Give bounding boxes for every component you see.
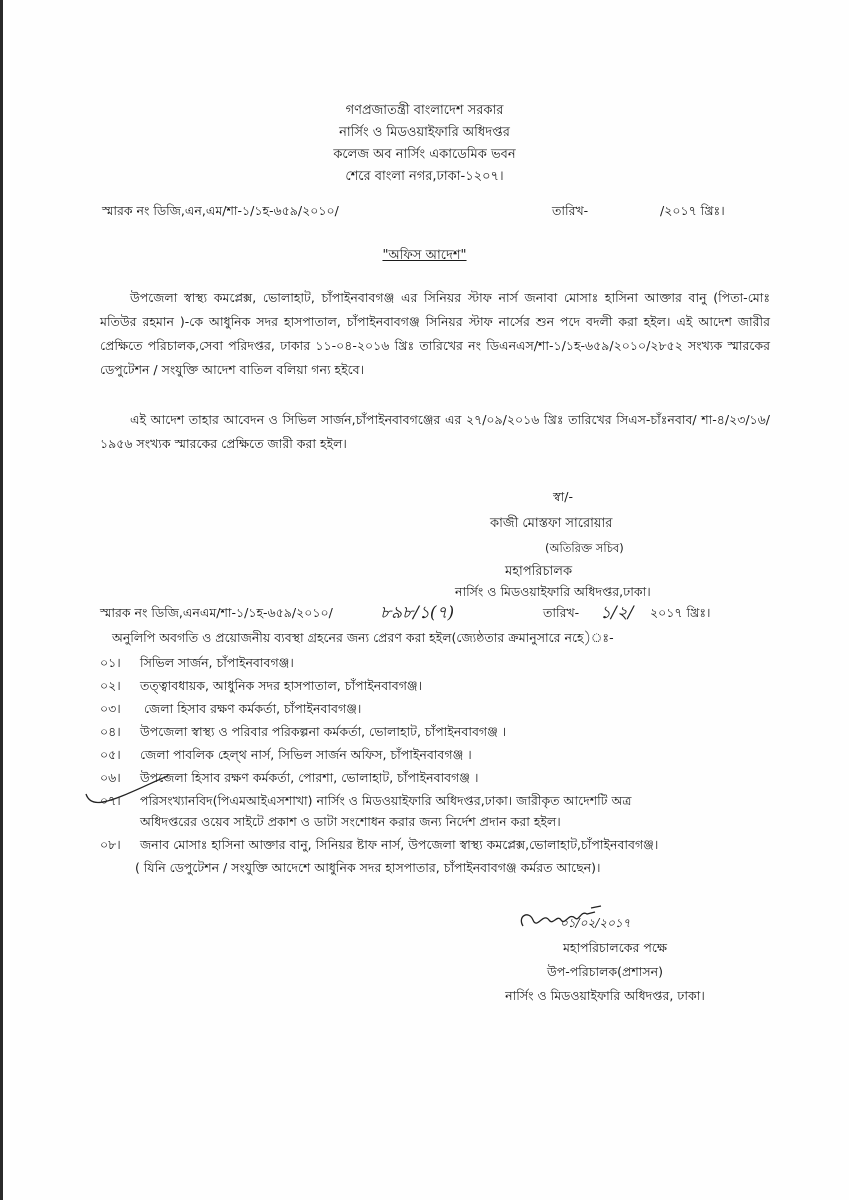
cc-item [100,724,506,744]
cc-intro: অনুলিপি অবগতি ও প্রয়োজনীয় ব্যবস্থা গ্রহনের জন্য প্রেরণ করা হইল(জ্যেষ্ঠতার ক্রমানুসারে নহে)ঃ- [112,630,614,645]
header-directorate: নার্সিং ও মিডওয়াইফারি অধিদপ্তর [339,125,510,140]
header-building: কলেজ অব নার্সিং একাডেমিক ভবন [333,147,516,162]
cc-item-continuation: অধিদপ্তরের ওয়েব সাইটে প্রকাশ ও ডাটা সংশোধন করার জন্য নির্দেশ প্রদান করা হইল। [140,814,561,829]
signature-sd: স্বা/- [553,489,573,504]
cc-item-text: তত্ত্বাবধায়ক, আধুনিক সদর হাসপাতাল, চাঁপাইনবাবগঞ্জ। [140,678,423,693]
signatory-designation: মহাপরিচালক [505,564,573,579]
header-address: শেরে বাংলা নগর,ঢাকা-১২০৭। [345,169,504,184]
memo2-handwritten-date: ১/২/ [600,603,634,623]
memo-date-value: /২০১৭ খ্রিঃ। [660,203,725,218]
cc-item-number: ০৩। [100,701,121,716]
cc-item-text: জেলা হিসাব রক্ষণ কর্মকর্তা, চাঁপাইনবাবগঞ্জ। [140,701,362,716]
cc-item-text: সিভিল সার্জন, চাঁপাইনবাবগঞ্জ। [140,655,294,670]
cc-item-text: উপজেলা স্বাস্থ্য ও পরিবার পরিকল্পনা কর্মকর্তা, ভোলাহাট, চাঁপাইনবাবগঞ্জ । [140,724,507,739]
signature-date-handwritten: ০১/০২/২০১৭ [560,916,631,930]
deputy-director-office: নার্সিং ও মিডওয়াইফারি অধিদপ্তর, ঢাকা। [505,988,705,1003]
cc-item [100,655,294,675]
signatory-office: নার্সিং ও মিডওয়াইফারি অধিদপ্তর,ঢাকা। [455,584,651,599]
cc-item-number: ০৭। [100,793,121,808]
cc-item-text: জেলা পাবলিক হেল্‌থ নার্স, সিভিল সার্জন অফিস, চাঁপাইনবাবগঞ্জ । [140,747,472,762]
signatory-rank: (অতিরিক্ত সচিব) [545,541,624,555]
memo2-reference: স্মারক নং ডিজি,এনএম/শা-১/১হ-৬৫৯/২০১০/ [100,605,333,620]
cc-item-continuation: ( যিনি ডেপুটেশন / সংযুক্তি আদেশে আধুনিক সদর হাসপাতার, চাঁপাইনবাবগঞ্জ কর্মরত আছেন)। [135,860,601,875]
cc-item-number: ০১। [100,655,121,670]
memo2-handwritten-number: ৮৯৮/১(৭) [380,603,455,623]
cc-item-number: ০৫। [100,747,121,762]
cc-item [100,701,361,721]
memo-date-label: তারিখ- [552,203,589,218]
cc-item [100,837,658,857]
cc-item-text: জনাব মোসাঃ হাসিনা আক্তার বানু, সিনিয়র ষ্টাফ নার্স, উপজেলা স্বাস্থ্য কমপ্লেক্স,ভোলাহাট,চাঁপাইনবাবগঞ্জ। [140,837,659,852]
on-behalf-text: মহাপরিচালকের পক্ষে [562,940,667,955]
memo2-date-suffix: ২০১৭ খ্রিঃ। [650,605,711,620]
cc-item-number: ০৪। [100,724,121,739]
memo-reference: স্মারক নং ডিজি,এন,এম/শা-১/১হ-৬৫৯/২০১০/ [102,203,339,218]
cc-item-text: পরিসংখ্যানবিদ(পিএমআইএসশাখা) নার্সিং ও মিডওয়াইফারি অধিদপ্তর,ঢাকা। জারীকৃত আদেশটি অত্র [140,793,632,808]
body-paragraph-1: উপজেলা স্বাস্থ্য কমপ্লেক্স, ভোলাহাট, চাঁপাইনবাবগঞ্জ এর সিনিয়র স্টাফ নার্স জনাবা মোসাঃ হাসিনা আক্তার বানু (পিতা-মোঃ মতিউর রহমান )-কে আধুনিক সদর হাসপাতাল, চাঁপাইনবাবগঞ্জ সিনিয়র স্টাফ নার্সের শুন পদে বদলী করা হইল। এই আদেশ জারীর প্রেক্ষিতে পরিচালক,সেবা পরিদপ্তর, ঢাকার ১১-০৪-২০১৬ খ্রিঃ তারিখের নং ডিএনএস/শা-১/১হ-৬৫৯/২০১০/২৮৫২ সংখ্যক স্মারকের ডেপুটেশন / সংযুক্তি আদেশ বাতিল বলিয়া গন্য হইবে। [100,290,770,377]
header-govt: গণপ্রজাতন্ত্রী বাংলাদেশ সরকার [345,103,504,118]
office-order-title: "অফিস আদেশ" [382,248,467,263]
handwritten-tick-mark [82,772,172,808]
cc-item [100,747,472,767]
deputy-director-designation: উপ-পরিচালক(প্রশাসন) [547,964,663,979]
cc-item-number: ০৬। [100,770,121,785]
body-paragraph-2: এই আদেশ তাহার আবেদন ও সিভিল সার্জন,চাঁপাইনবাবগঞ্জের এর ২৭/০৯/২০১৬ খ্রিঃ তারিখের সিএস-চাঁঃনবাব/ শা-৪/২৩/১৬/ ১৯৫৬ সংখ্যক স্মারকের প্রেক্ষিতে জারী করা হইল। [100,412,770,451]
cc-item-text: উপজেলা হিসাব রক্ষণ কর্মকর্তা, পোরশা, ভোলাহাট, চাঁপাইনবাবগঞ্জ । [140,770,479,785]
cc-item [100,678,422,698]
cc-item-number: ০৮। [100,837,121,852]
cc-item-number: ০২। [100,678,121,693]
signatory-name: কাজী মোস্তফা সারোয়ার [490,516,613,531]
memo2-date-label: তারিখ- [543,605,580,620]
cc-item [100,793,631,813]
